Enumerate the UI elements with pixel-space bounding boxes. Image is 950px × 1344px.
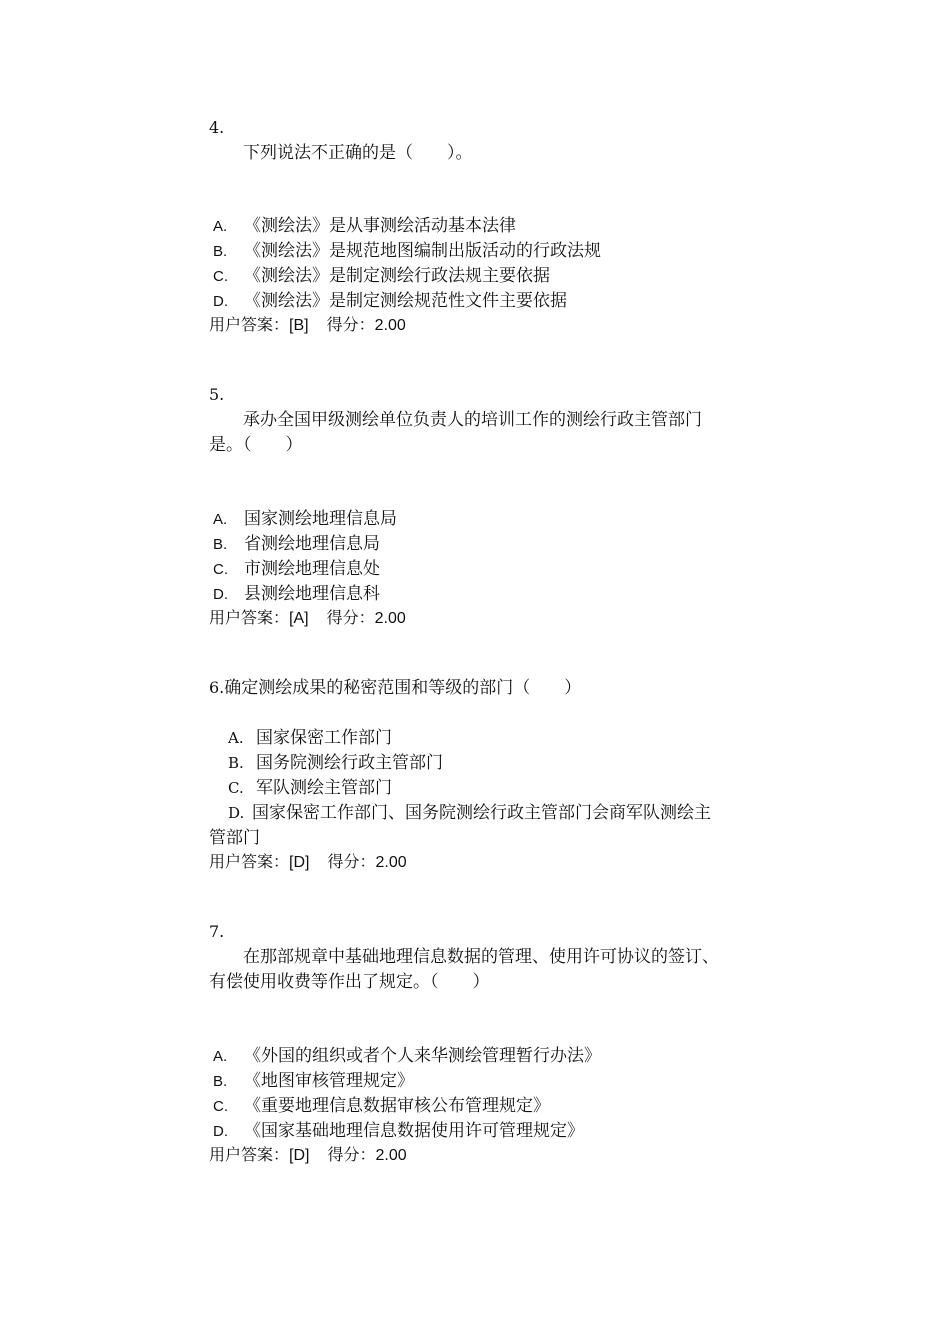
- option-c: [213, 557, 380, 582]
- option-letter: C.: [213, 561, 228, 578]
- question-stem: 承办全国甲级测绘单位负责人的培训工作的测绘行政主管部门: [243, 410, 702, 430]
- option-a: [213, 1044, 601, 1069]
- option-letter: B.: [213, 1073, 228, 1090]
- option-text: 《地图审核管理规定》: [244, 1071, 414, 1091]
- option-b: [213, 239, 601, 264]
- option-letter: D.: [228, 804, 245, 822]
- score-value: 2.00: [374, 317, 406, 334]
- option-letter: A.: [213, 511, 228, 528]
- option-b: [213, 532, 380, 557]
- user-answer: [D]: [289, 854, 310, 871]
- question-number: 4.: [209, 118, 225, 137]
- user-answer: [A]: [289, 610, 309, 627]
- answer-line: [209, 1144, 407, 1168]
- user-answer: [D]: [289, 1147, 310, 1164]
- answer-label: 用户答案：: [209, 610, 290, 627]
- option-a: [213, 507, 397, 532]
- question-stem: 下列说法不正确的是（ ）。: [243, 143, 473, 163]
- option-d-continuation: 管部门: [209, 828, 260, 848]
- option-a: [213, 214, 516, 239]
- option-c: [213, 264, 550, 289]
- option-letter: A.: [213, 218, 228, 235]
- option-d: [228, 801, 711, 825]
- question-stem: 在那部规章中基础地理信息数据的管理、使用许可协议的签订、: [243, 947, 719, 967]
- option-c: [213, 1094, 550, 1119]
- option-c: [228, 776, 392, 800]
- score-label: 得分：: [326, 610, 375, 627]
- question-number: 7.: [209, 922, 225, 941]
- option-text: 《测绘法》是制定测绘行政法规主要依据: [244, 266, 550, 286]
- answer-line: [209, 851, 407, 875]
- option-b: [228, 751, 443, 775]
- option-text: 《重要地理信息数据审核公布管理规定》: [244, 1096, 550, 1116]
- option-letter: C.: [213, 268, 228, 285]
- question-number: 6.: [209, 678, 225, 697]
- option-text: 国家保密工作部门: [256, 728, 392, 748]
- option-text: 市测绘地理信息处: [244, 559, 380, 579]
- option-letter: D.: [213, 1123, 228, 1140]
- score-value: 2.00: [374, 610, 406, 627]
- answer-line: [209, 314, 406, 338]
- option-text: 《测绘法》是从事测绘活动基本法律: [244, 216, 516, 236]
- question-number: 5.: [209, 385, 225, 404]
- score-label: 得分：: [326, 317, 375, 334]
- option-text: 省测绘地理信息局: [244, 534, 380, 554]
- score-label: 得分：: [327, 854, 376, 871]
- option-text: 《测绘法》是制定测绘规范性文件主要依据: [244, 291, 567, 311]
- option-letter: B.: [213, 243, 228, 260]
- question-heading: [209, 676, 581, 700]
- question-stem: 确定测绘成果的秘密范围和等级的部门（ ）: [224, 678, 582, 698]
- option-d: [213, 1119, 584, 1144]
- question-stem-continuation: 是。（ ）: [209, 435, 303, 455]
- option-d: [213, 582, 380, 607]
- answer-label: 用户答案：: [209, 1147, 290, 1164]
- option-letter: D.: [213, 293, 228, 310]
- answer-line: [209, 607, 406, 631]
- option-letter: B.: [213, 536, 228, 553]
- option-text: 《外国的组织或者个人来华测绘管理暂行办法》: [244, 1046, 601, 1066]
- option-text: 国家测绘地理信息局: [244, 509, 397, 529]
- option-d: [213, 289, 567, 314]
- score-value: 2.00: [375, 1147, 407, 1164]
- question-stem-continuation: 有偿使用收费等作出了规定。（ ）: [209, 972, 490, 992]
- answer-label: 用户答案：: [209, 317, 290, 334]
- score-value: 2.00: [375, 854, 407, 871]
- option-text: 国家保密工作部门、国务院测绘行政主管部门会商军队测绘主: [252, 803, 711, 823]
- user-answer: [B]: [289, 317, 309, 334]
- option-b: [213, 1069, 414, 1094]
- option-letter: A.: [213, 1048, 228, 1065]
- option-a: [228, 726, 392, 750]
- option-letter: C.: [228, 779, 244, 797]
- option-letter: A.: [228, 729, 244, 747]
- option-letter: C.: [213, 1098, 228, 1115]
- score-label: 得分：: [327, 1147, 376, 1164]
- answer-label: 用户答案：: [209, 854, 290, 871]
- option-text: 军队测绘主管部门: [256, 778, 392, 798]
- option-text: 国务院测绘行政主管部门: [256, 753, 443, 773]
- option-text: 《测绘法》是规范地图编制出版活动的行政法规: [244, 241, 601, 261]
- option-letter: D.: [213, 586, 228, 603]
- option-letter: B.: [228, 754, 244, 772]
- option-text: 县测绘地理信息科: [244, 584, 380, 604]
- option-text: 《国家基础地理信息数据使用许可管理规定》: [244, 1121, 584, 1141]
